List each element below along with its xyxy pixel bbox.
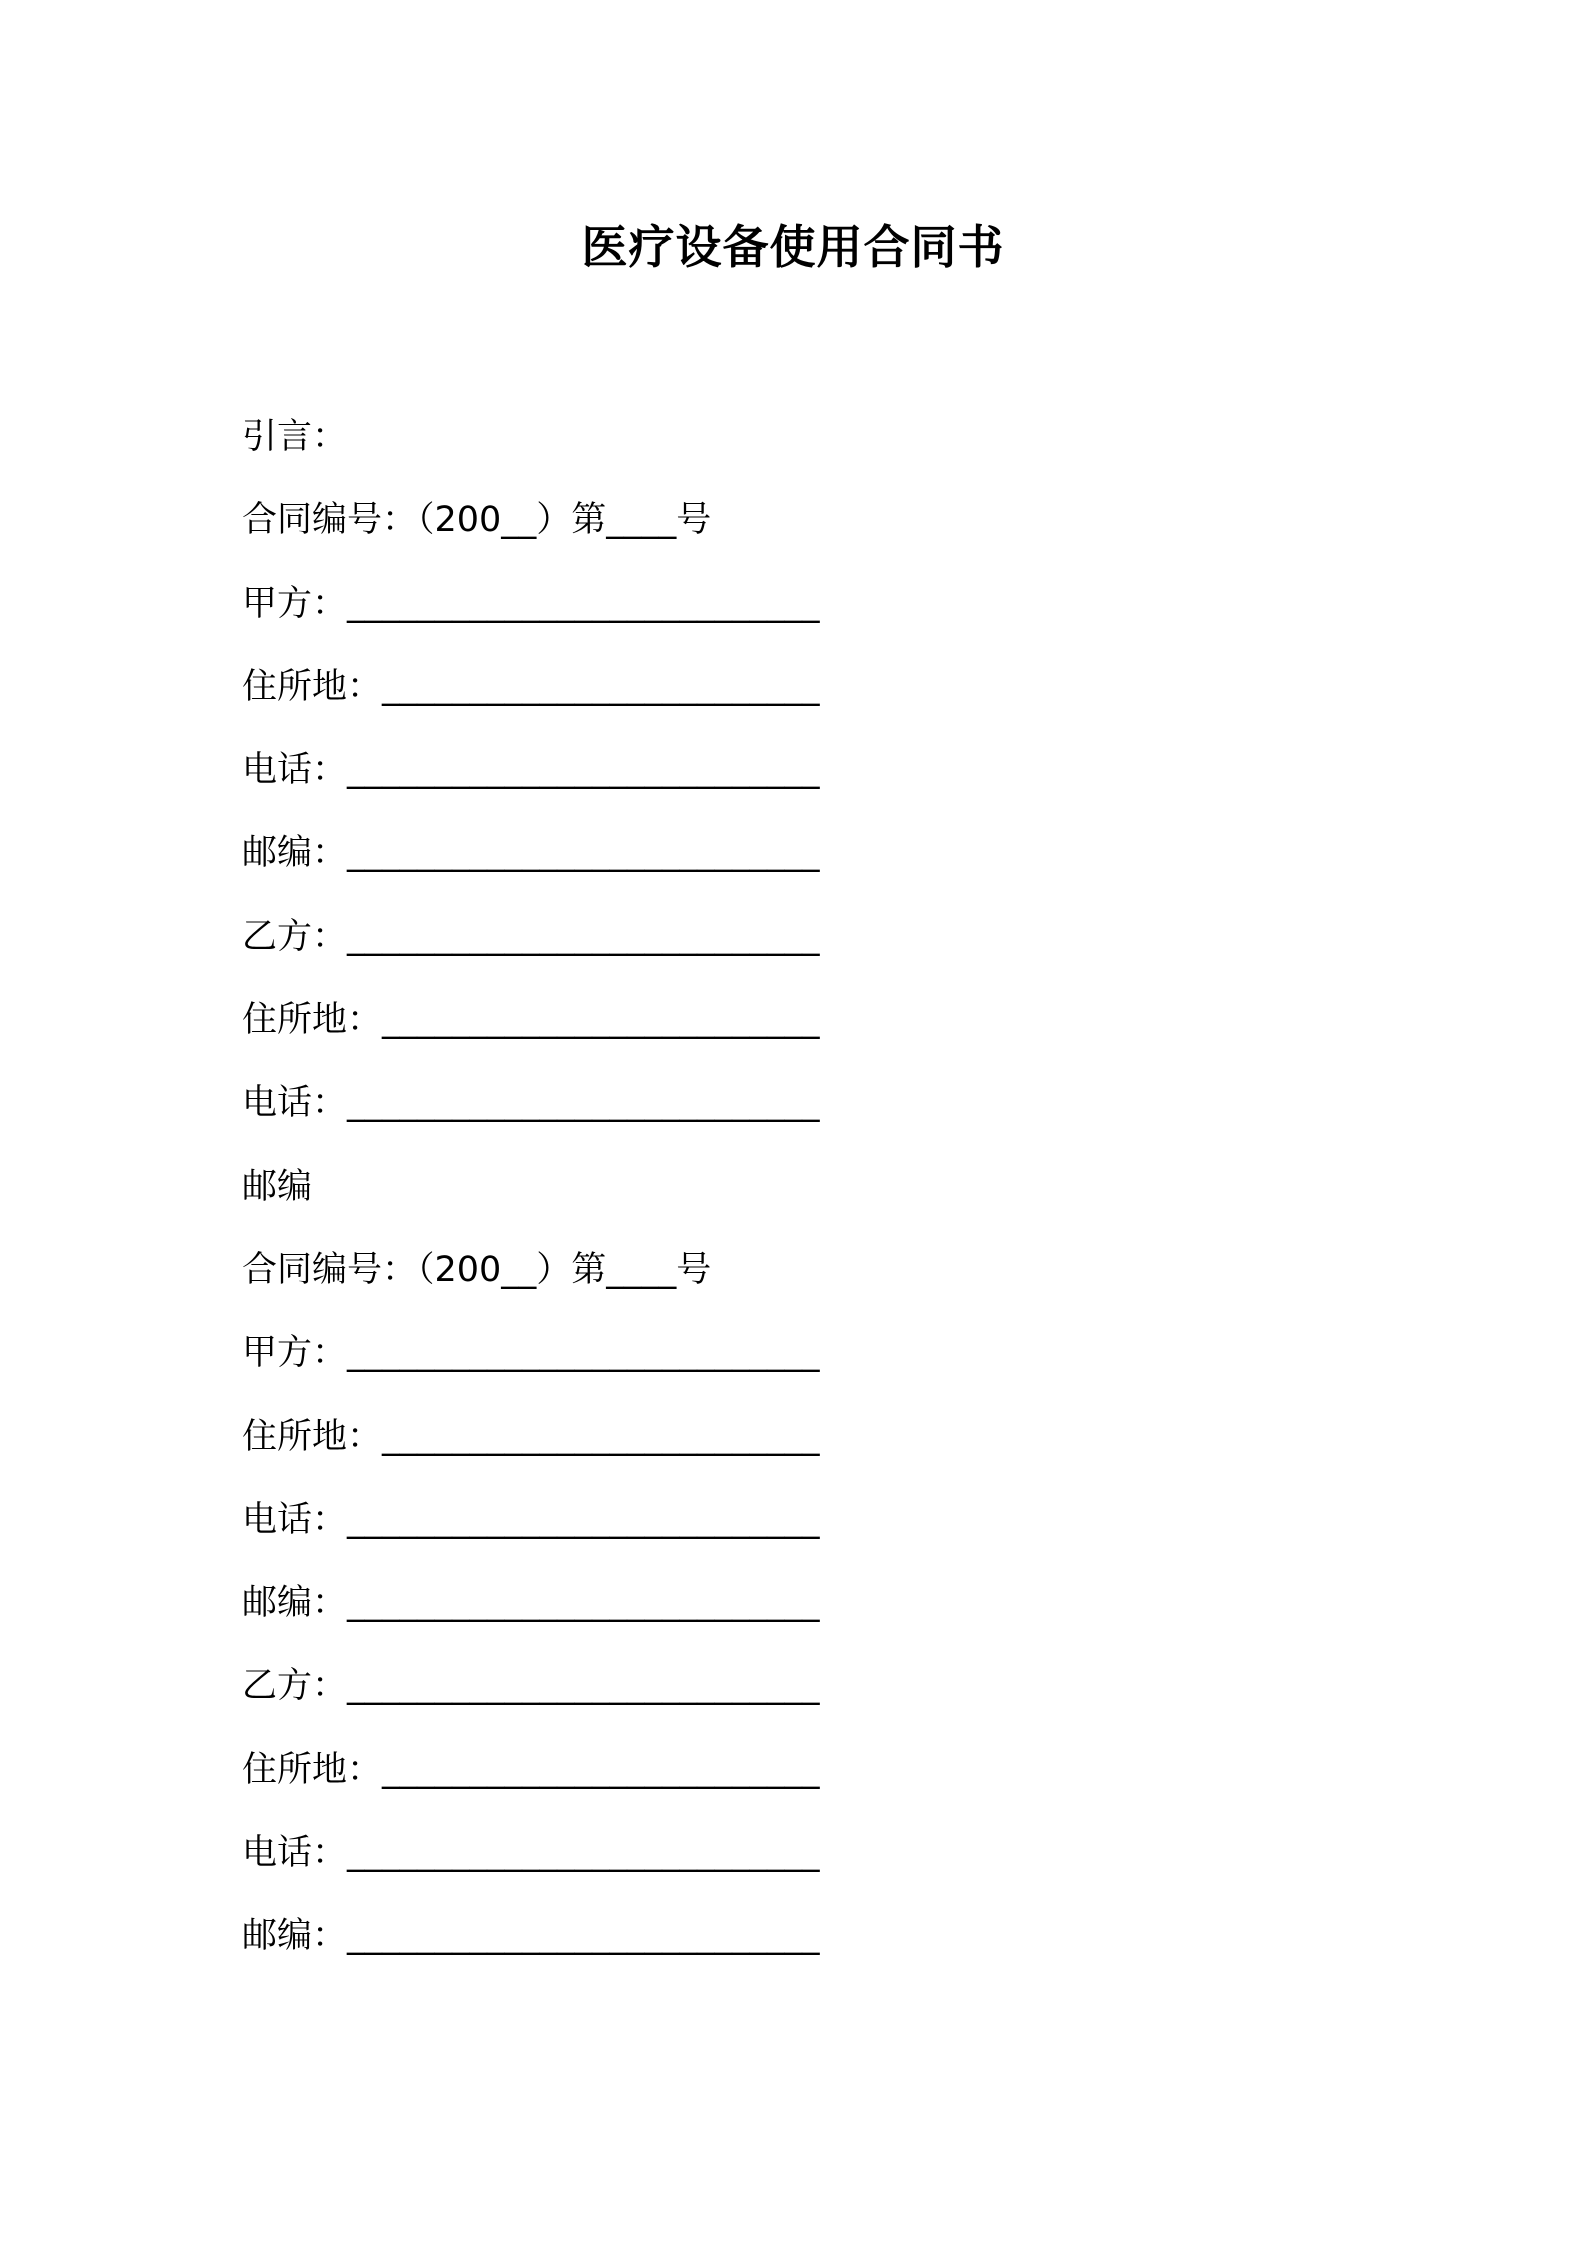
document-body xyxy=(242,402,1442,1985)
contract-number-line-2: 合同编号：（200__）第____号 xyxy=(242,1249,712,1290)
document-title: 医疗设备使用合同书 xyxy=(581,220,1005,274)
party-a-postcode-line-2: 邮编：___________________________ xyxy=(242,1583,820,1624)
intro-label: 引言： xyxy=(242,417,348,457)
party-b-address-line: 住所地：_________________________ xyxy=(242,1000,820,1041)
party-a-line: 甲方：___________________________ xyxy=(242,583,820,624)
party-a-phone-line: 电话：___________________________ xyxy=(242,750,820,791)
party-b-line: 乙方：___________________________ xyxy=(242,916,820,957)
contract-number-line: 合同编号：（200__）第____号 xyxy=(242,500,712,541)
party-b-line-2: 乙方：___________________________ xyxy=(242,1666,820,1707)
party-a-postcode-line: 邮编：___________________________ xyxy=(242,833,820,874)
party-b-address-line-2: 住所地：_________________________ xyxy=(242,1749,820,1790)
party-b-phone-line: 电话：___________________________ xyxy=(242,1083,820,1124)
party-a-address-line-2: 住所地：_________________________ xyxy=(242,1416,820,1457)
party-a-address-line: 住所地：_________________________ xyxy=(242,666,820,707)
party-a-phone-line-2: 电话：___________________________ xyxy=(242,1499,820,1540)
party-b-phone-line-2: 电话：___________________________ xyxy=(242,1833,820,1874)
party-b-postcode-line-2: 邮编：___________________________ xyxy=(242,1916,820,1957)
party-b-postcode-label: 邮编 xyxy=(242,1166,313,1207)
party-a-line-2: 甲方：___________________________ xyxy=(242,1333,820,1374)
